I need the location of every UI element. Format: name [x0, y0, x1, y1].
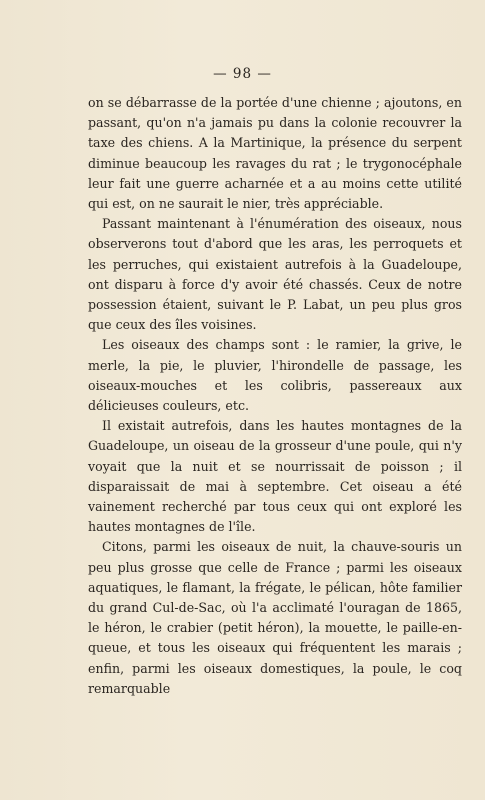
page-number: — 98 — — [213, 66, 272, 82]
paragraph-4: Il existait autrefois, dans les hautes montagnes de la Guadeloupe, un oiseau de la grosseur d'une poule, qui n'y voyait que la nuit et se nourrissait de poisson ; il disparaissait de mai à septembre. Cet oiseau a été vainement recherché par tous ceux qui ont exploré les hautes montagnes de l'île. — [88, 418, 462, 535]
paragraph-3: Les oiseaux des champs sont : le ramier, la grive, le merle, la pie, le pluvier, l'hirondelle de passage, les oiseaux-mouches et les colibris, passereaux aux délicieuses couleurs, etc. — [88, 337, 462, 414]
paragraph-2: Passant maintenant à l'énumération des oiseaux, nous observerons tout d'abord que les aras, les perroquets et les perruches, qui existaient autrefois à la Guadeloupe, ont disparu à force d'y avoir été chassés. Ceux de notre possession étaient, suivant le P. Labat, un peu plus gros que ceux des îles voisines. — [88, 216, 462, 333]
paragraph-1: on se débarrasse de la portée d'une chienne ; ajoutons, en passant, qu'on n'a jamais pu dans la colonie recouvrer la taxe des chiens. A la Martinique, la présence du serpent diminue beaucoup les ravages du rat ; le trygonocéphale leur fait une guerre acharnée et a au moins cette utilité qui est, on ne saurait le nier, très appréciable. — [88, 95, 462, 212]
paragraph-5: Citons, parmi les oiseaux de nuit, la chauve-souris un peu plus grosse que celle de France ; parmi les oiseaux aquatiques, le flamant, la frégate, le pélican, hôte familier du grand Cul-de-Sac, où l'a acclimaté l'ouragan de 1865, le héron, le crabier (petit héron), la mouette, le paille-en-queue, et tous les oiseaux qui fréquentent les marais ; enfin, parmi les oiseaux domestiques, la poule, le coq remarquable — [88, 539, 462, 696]
body-text — [88, 93, 462, 699]
